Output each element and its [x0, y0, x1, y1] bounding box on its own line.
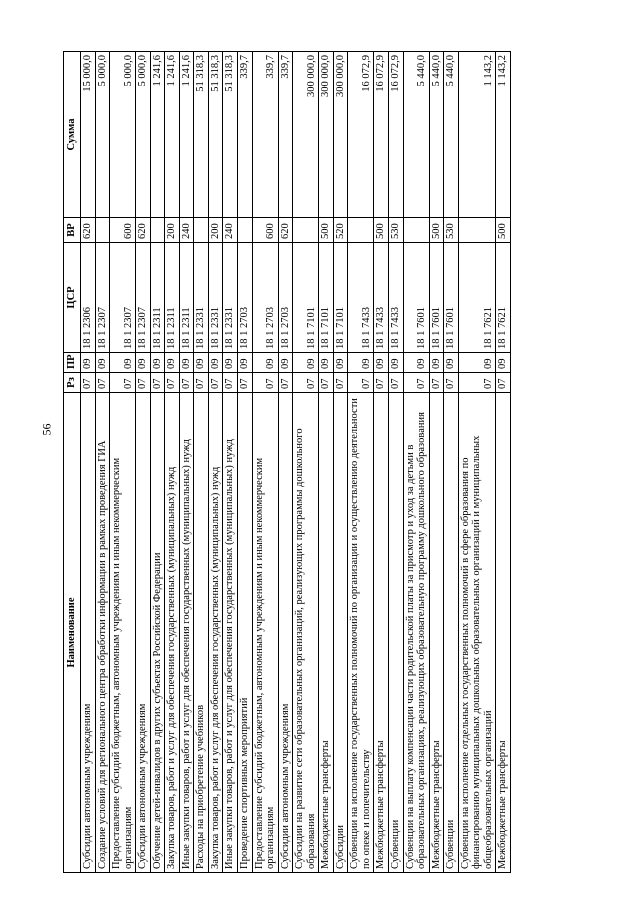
- cell-name: Субвенции на исполнение отдельных государственных полномочий в сфере образования по финансированию муниципальных дошкольных образовательных организаций и муниципальных общеобразовательных организаций: [458, 393, 496, 873]
- cell-pr: 09: [95, 353, 110, 373]
- cell-name: Субсидии автономным учреждениям: [278, 393, 293, 873]
- cell-csr: 18 1 7621: [458, 243, 496, 353]
- table-row: [333, 52, 348, 873]
- table-row: [278, 52, 293, 873]
- cell-vr: 520: [333, 218, 348, 243]
- cell-csr: 18 1 2331: [208, 243, 223, 353]
- cell-pr: 09: [110, 353, 136, 373]
- cell-vr: 240: [179, 218, 194, 243]
- cell-rz: 07: [333, 373, 348, 393]
- cell-rz: 07: [444, 373, 459, 393]
- cell-name: Обучение детей-инвалидов в других субъектах Российской Федерации: [150, 393, 165, 873]
- cell-vr: 600: [110, 218, 136, 243]
- page-number: 56: [39, 423, 54, 436]
- cell-vr: 240: [223, 218, 238, 243]
- table-row: [238, 52, 253, 873]
- cell-pr: 09: [150, 353, 165, 373]
- table-row: [179, 52, 194, 873]
- cell-name: Субвенции на исполнение государственных полномочий по организации и осуществлению деятельности по опеке и попечительству: [348, 393, 374, 873]
- cell-vr: 600: [252, 218, 278, 243]
- cell-csr: 18 1 2703: [252, 243, 278, 353]
- cell-vr: [458, 218, 496, 243]
- cell-rz: 07: [150, 373, 165, 393]
- cell-name: Субсидии автономным учреждениям: [81, 393, 96, 873]
- cell-name: Иные закупки товаров, работ и услуг для обеспечения государственных (муниципальных) нужд: [179, 393, 194, 873]
- cell-pr: 09: [333, 353, 348, 373]
- budget-table: [63, 51, 511, 873]
- table-row: [208, 52, 223, 873]
- cell-vr: 530: [389, 218, 404, 243]
- cell-pr: 09: [179, 353, 194, 373]
- table-row: [319, 52, 334, 873]
- cell-sum: 339,7: [252, 52, 278, 218]
- cell-csr: 18 1 2703: [238, 243, 253, 353]
- cell-pr: 09: [238, 353, 253, 373]
- cell-csr: 18 1 2306: [81, 243, 96, 353]
- cell-rz: 07: [136, 373, 151, 393]
- cell-vr: 200: [208, 218, 223, 243]
- cell-rz: 07: [95, 373, 110, 393]
- cell-sum: 1 241,6: [165, 52, 180, 218]
- cell-vr: 620: [278, 218, 293, 243]
- cell-csr: 18 1 7101: [319, 243, 334, 353]
- cell-name: Межбюджетные трансферты: [429, 393, 444, 873]
- table-row: [403, 52, 429, 873]
- cell-rz: 07: [429, 373, 444, 393]
- cell-name: Межбюджетные трансферты: [496, 393, 511, 873]
- cell-rz: 07: [319, 373, 334, 393]
- cell-vr: [348, 218, 374, 243]
- cell-pr: 09: [458, 353, 496, 373]
- cell-pr: 09: [374, 353, 389, 373]
- cell-pr: 09: [81, 353, 96, 373]
- cell-name: Проведение спортивных мероприятий: [238, 393, 253, 873]
- table-row: [389, 52, 404, 873]
- table-row: [293, 52, 319, 873]
- cell-sum: 15 000,0: [81, 52, 96, 218]
- cell-rz: 07: [223, 373, 238, 393]
- header-pr: ПР: [64, 353, 81, 373]
- cell-name: Предоставление субсидий бюджетным, автономным учреждениям и иным некоммерческим организациям: [110, 393, 136, 873]
- cell-rz: 07: [496, 373, 511, 393]
- table-row: [110, 52, 136, 873]
- cell-csr: 18 1 2307: [110, 243, 136, 353]
- cell-sum: 300 000,0: [293, 52, 319, 218]
- cell-pr: 09: [496, 353, 511, 373]
- cell-sum: 1 241,6: [150, 52, 165, 218]
- header-rz: Рз: [64, 373, 81, 393]
- table-header-row: [64, 52, 81, 873]
- cell-vr: [238, 218, 253, 243]
- table-row: [458, 52, 496, 873]
- cell-rz: 07: [238, 373, 253, 393]
- cell-rz: 07: [110, 373, 136, 393]
- cell-rz: 07: [194, 373, 209, 393]
- table-row: [95, 52, 110, 873]
- cell-csr: 18 1 7433: [348, 243, 374, 353]
- cell-vr: [150, 218, 165, 243]
- cell-csr: 18 1 7601: [403, 243, 429, 353]
- table-row: [374, 52, 389, 873]
- cell-pr: 09: [223, 353, 238, 373]
- cell-csr: 18 1 2311: [165, 243, 180, 353]
- cell-csr: 18 1 7621: [496, 243, 511, 353]
- cell-rz: 07: [81, 373, 96, 393]
- cell-name: Субсидии на развитие сети образовательных организаций, реализующих программы дошкольного образования: [293, 393, 319, 873]
- cell-name: Межбюджетные трансферты: [374, 393, 389, 873]
- cell-vr: 500: [429, 218, 444, 243]
- cell-rz: 07: [252, 373, 278, 393]
- cell-csr: 18 1 2703: [278, 243, 293, 353]
- cell-csr: 18 1 7433: [374, 243, 389, 353]
- header-csr: ЦСР: [64, 243, 81, 353]
- cell-pr: 09: [389, 353, 404, 373]
- cell-name: Субсидии автономным учреждениям: [136, 393, 151, 873]
- cell-name: Расходы на приобретение учебников: [194, 393, 209, 873]
- cell-sum: 300 000,0: [333, 52, 348, 218]
- cell-rz: 07: [374, 373, 389, 393]
- cell-vr: [194, 218, 209, 243]
- cell-name: Создание условий для регионального центра обработки информации в рамках проведения ГИА: [95, 393, 110, 873]
- cell-pr: 09: [348, 353, 374, 373]
- cell-vr: 500: [496, 218, 511, 243]
- budget-table-container: [63, 52, 533, 873]
- cell-sum: 5 000,0: [136, 52, 151, 218]
- cell-rz: 07: [403, 373, 429, 393]
- table-row: [496, 52, 511, 873]
- cell-sum: 16 072,9: [348, 52, 374, 218]
- cell-pr: 09: [403, 353, 429, 373]
- cell-name: Субвенции на выплату компенсации части родительской платы за присмотр и уход за детьми в образовательных организациях, реализующих образовательную программу дошкольного образования: [403, 393, 429, 873]
- cell-csr: 18 1 2307: [136, 243, 151, 353]
- table-row: [194, 52, 209, 873]
- cell-name: Закупка товаров, работ и услуг для обеспечения государственных (муниципальных) нужд: [165, 393, 180, 873]
- cell-pr: 09: [208, 353, 223, 373]
- cell-rz: 07: [293, 373, 319, 393]
- table-row: [223, 52, 238, 873]
- cell-pr: 09: [252, 353, 278, 373]
- table-row: [165, 52, 180, 873]
- cell-vr: 620: [136, 218, 151, 243]
- table-row: [150, 52, 165, 873]
- cell-csr: 18 1 7433: [389, 243, 404, 353]
- cell-csr: 18 1 2307: [95, 243, 110, 353]
- cell-name: Предоставление субсидий бюджетным, автономным учреждениям и иным некоммерческим организациям: [252, 393, 278, 873]
- cell-name: Субсидии: [333, 393, 348, 873]
- table-row: [348, 52, 374, 873]
- cell-pr: 09: [444, 353, 459, 373]
- table-row: [429, 52, 444, 873]
- table-row: [252, 52, 278, 873]
- cell-sum: 300 000,0: [319, 52, 334, 218]
- cell-csr: 18 1 7101: [333, 243, 348, 353]
- cell-sum: 1 241,6: [179, 52, 194, 218]
- cell-sum: 51 318,3: [194, 52, 209, 218]
- cell-rz: 07: [348, 373, 374, 393]
- cell-sum: 51 318,3: [223, 52, 238, 218]
- table-body: [81, 52, 511, 873]
- cell-name: Субвенции: [389, 393, 404, 873]
- table-row: [81, 52, 96, 873]
- header-vr: ВР: [64, 218, 81, 243]
- cell-vr: 620: [81, 218, 96, 243]
- cell-sum: 5 000,0: [95, 52, 110, 218]
- cell-name: Межбюджетные трансферты: [319, 393, 334, 873]
- cell-pr: 09: [194, 353, 209, 373]
- header-name: Наименование: [64, 393, 81, 873]
- cell-pr: 09: [278, 353, 293, 373]
- table-row: [136, 52, 151, 873]
- cell-sum: 1 143,2: [458, 52, 496, 218]
- cell-csr: 18 1 2331: [194, 243, 209, 353]
- cell-rz: 07: [458, 373, 496, 393]
- cell-csr: 18 1 7601: [429, 243, 444, 353]
- cell-sum: 339,7: [238, 52, 253, 218]
- header-sum: Сумма: [64, 52, 81, 218]
- cell-vr: 500: [374, 218, 389, 243]
- cell-sum: 1 143,2: [496, 52, 511, 218]
- cell-pr: 09: [319, 353, 334, 373]
- cell-rz: 07: [179, 373, 194, 393]
- cell-rz: 07: [278, 373, 293, 393]
- cell-pr: 09: [165, 353, 180, 373]
- cell-sum: 5 000,0: [110, 52, 136, 218]
- cell-sum: 339,7: [278, 52, 293, 218]
- cell-sum: 16 072,9: [389, 52, 404, 218]
- cell-rz: 07: [389, 373, 404, 393]
- cell-name: Субвенции: [444, 393, 459, 873]
- cell-csr: 18 1 2311: [150, 243, 165, 353]
- cell-sum: 16 072,9: [374, 52, 389, 218]
- cell-pr: 09: [136, 353, 151, 373]
- cell-csr: 18 1 7601: [444, 243, 459, 353]
- cell-sum: 5 440,0: [444, 52, 459, 218]
- cell-name: Закупка товаров, работ и услуг для обеспечения государственных (муниципальных) нужд: [208, 393, 223, 873]
- cell-pr: 09: [429, 353, 444, 373]
- cell-vr: 530: [444, 218, 459, 243]
- cell-vr: [403, 218, 429, 243]
- cell-rz: 07: [208, 373, 223, 393]
- cell-csr: 18 1 2331: [223, 243, 238, 353]
- cell-rz: 07: [165, 373, 180, 393]
- cell-vr: 500: [319, 218, 334, 243]
- cell-vr: [95, 218, 110, 243]
- cell-name: Иные закупки товаров, работ и услуг для обеспечения государственных (муниципальных) нужд: [223, 393, 238, 873]
- cell-sum: 5 440,0: [403, 52, 429, 218]
- cell-csr: 18 1 2311: [179, 243, 194, 353]
- cell-vr: [293, 218, 319, 243]
- cell-sum: 51 318,3: [208, 52, 223, 218]
- cell-csr: 18 1 7101: [293, 243, 319, 353]
- cell-pr: 09: [293, 353, 319, 373]
- cell-vr: 200: [165, 218, 180, 243]
- table-row: [444, 52, 459, 873]
- cell-sum: 5 440,0: [429, 52, 444, 218]
